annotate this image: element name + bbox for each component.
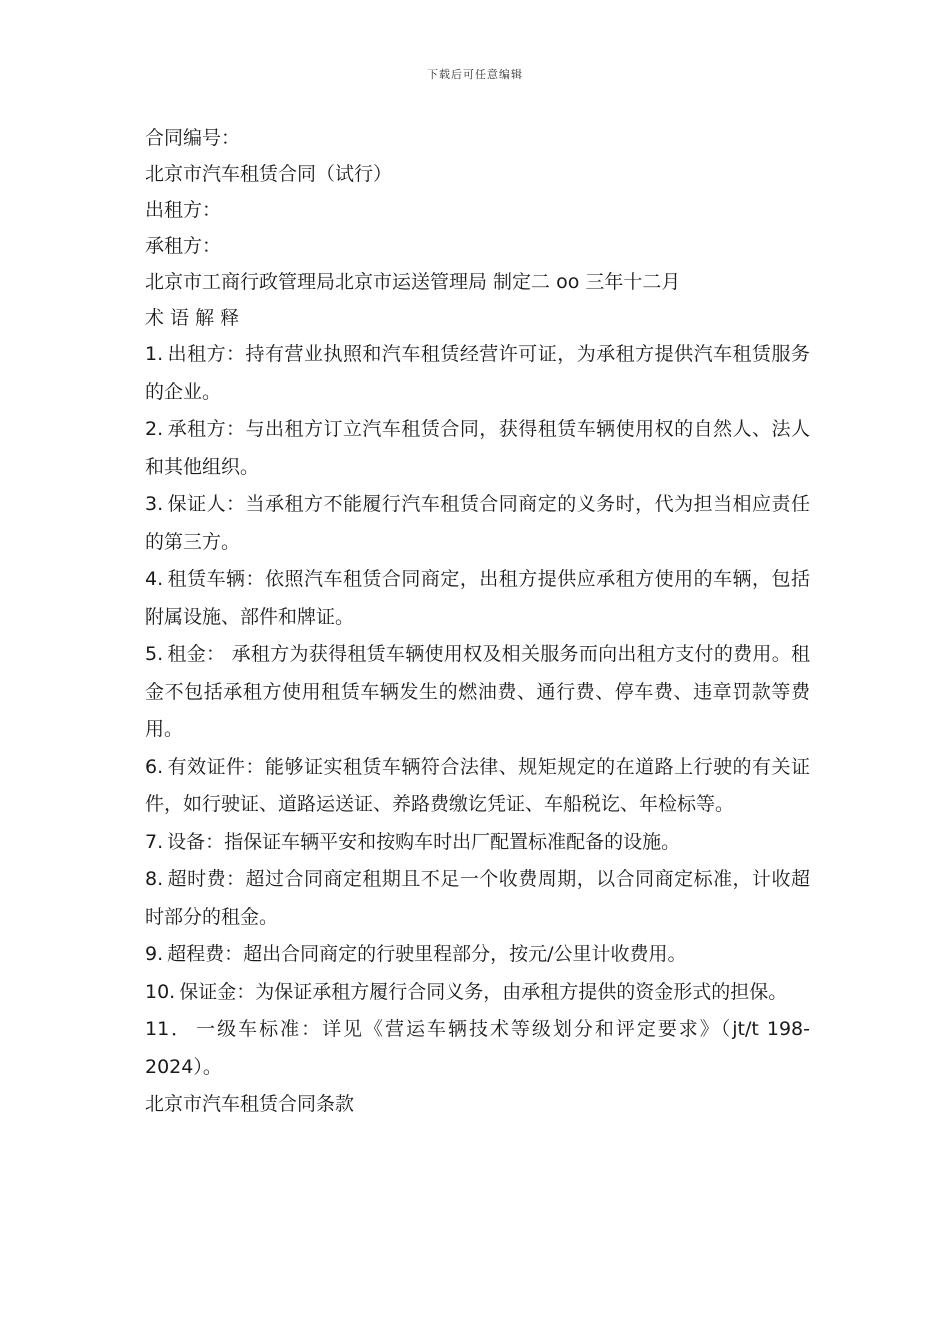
term-number: 10. xyxy=(145,980,176,1003)
contract-title: 北京市汽车租赁合同（试行） xyxy=(145,163,393,185)
term-item xyxy=(145,1011,810,1086)
term-text: 有效证件：能够证实租赁车辆符合法律、规矩规定的在道路上行驶的有关证件，如行驶证、道路运送证、养路费缴讫凭证、车船税讫、年检标等。 xyxy=(145,755,810,815)
term-text: 保证金：为保证承租方履行合同义务，由承租方提供的资金形式的担保。 xyxy=(179,980,788,1003)
term-text: 租金： 承租方为获得租赁车辆使用权及相关服务而向出租方支付的费用。租金不包括承租方使用租赁车辆发生的燃油费、通行费、停车费、违章罚款等费用。 xyxy=(145,643,810,740)
term-text: 租赁车辆：依照汽车租赁合同商定，出租方提供应承租方使用的车辆，包括附属设施、部件和牌证。 xyxy=(145,568,810,628)
term-number: 1. xyxy=(145,343,164,365)
term-item xyxy=(145,561,810,636)
glossary-heading: 术 语 解 释 xyxy=(145,307,240,329)
term-item xyxy=(145,336,810,411)
term-text: 保证人：当承租方不能履行汽车租赁合同商定的义务时，代为担当相应责任的第三方。 xyxy=(145,493,810,553)
term-number: 9. xyxy=(145,943,164,965)
term-number: 8. xyxy=(145,868,164,890)
term-number: 11． xyxy=(145,1018,193,1040)
term-text: 出租方：持有营业执照和汽车租赁经营许可证，为承租方提供汽车租赁服务的企业。 xyxy=(145,343,810,403)
contract-number-label: 合同编号： xyxy=(145,127,241,149)
term-text: 一级车标准：详见《营运车辆技术等级划分和评定要求》（jt/t 198-2024）。 xyxy=(145,1018,810,1078)
term-item xyxy=(145,974,810,1012)
page-header-note: 下载后可任意编辑 xyxy=(427,68,523,81)
term-item xyxy=(145,636,810,749)
clauses-heading: 北京市汽车租赁合同条款 xyxy=(145,1093,355,1115)
term-item xyxy=(145,411,810,486)
issuer-line: 北京市工商行政管理局北京市运送管理局 制定二 oo 三年十二月 xyxy=(145,271,681,293)
term-number: 6. xyxy=(145,755,164,778)
term-number: 5. xyxy=(145,643,164,665)
term-text: 超时费：超过合同商定租期且不足一个收费周期，以合同商定标准，计收超时部分的租金。 xyxy=(145,868,810,928)
term-item xyxy=(145,936,810,974)
lessor-label: 出租方： xyxy=(145,199,222,221)
term-item xyxy=(145,861,810,936)
term-text: 承租方：与出租方订立汽车租赁合同，获得租赁车辆使用权的自然人、法人和其他组织。 xyxy=(145,418,810,478)
term-item xyxy=(145,749,810,824)
term-number: 3. xyxy=(145,493,164,515)
lessee-label: 承租方： xyxy=(145,235,222,257)
term-text: 超程费：超出合同商定的行驶里程部分，按元/公里计收费用。 xyxy=(167,943,687,965)
term-number: 4. xyxy=(145,568,164,590)
term-item xyxy=(145,486,810,561)
term-text: 设备：指保证车辆平安和按购车时出厂配置标准配备的设施。 xyxy=(167,830,681,853)
term-number: 2. xyxy=(145,418,164,440)
document-body xyxy=(145,120,810,1122)
term-number: 7. xyxy=(145,830,164,853)
term-item xyxy=(145,824,810,862)
